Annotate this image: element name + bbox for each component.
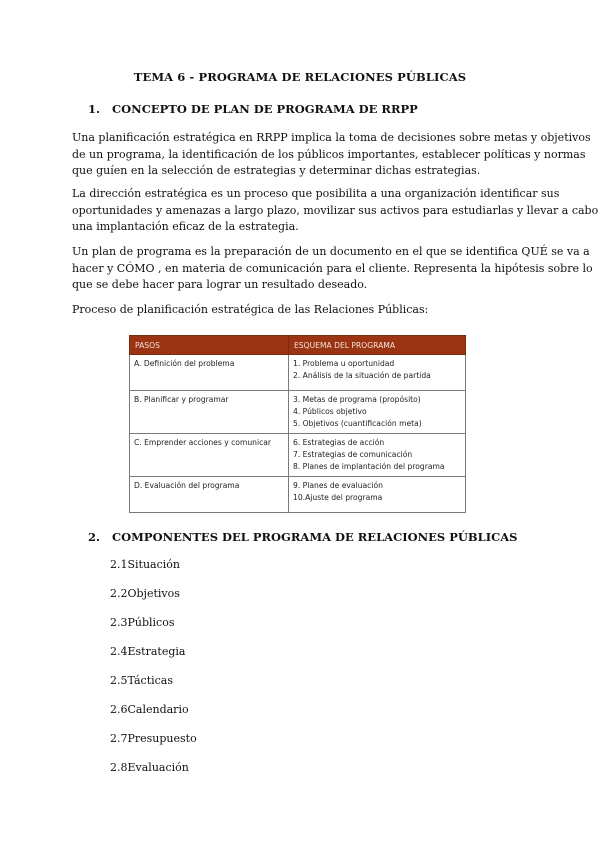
- table-row: [130, 434, 466, 477]
- section-2-title: COMPONENTES DEL PROGRAMA DE RELACIONES PÚBLICAS: [112, 530, 518, 544]
- table-item: 6. Estrategias de acción: [293, 438, 385, 447]
- component-item: 2.3Públicos: [110, 616, 175, 629]
- table-item: 8. Planes de implantación del programa: [293, 462, 445, 471]
- table-item: 9. Planes de evaluación: [293, 481, 383, 490]
- table-row: [130, 355, 466, 391]
- paragraph-line: Una planificación estratégica en RRPP implica la toma de decisiones sobre metas y objetivos: [72, 131, 591, 144]
- table-item: 3. Metas de programa (propósito): [293, 395, 421, 404]
- table-row: [130, 391, 466, 434]
- table-item: 2. Análisis de la situación de partida: [293, 371, 431, 380]
- paragraph-line: La dirección estratégica es un proceso que posibilita a una organización identificar sus: [72, 187, 560, 200]
- table-item: 10.Ajuste del programa: [293, 493, 383, 502]
- table-item: 7. Estrategias de comunicación: [293, 450, 413, 459]
- paragraph-line: hacer y CÓMO , en materia de comunicación para el cliente. Representa la hipótesis sobre lo: [72, 261, 593, 275]
- paragraph-line: de un programa, la identificación de los públicos importantes, establecer políticas y normas: [72, 147, 586, 161]
- table-cell-items: [289, 477, 466, 513]
- table-cell-step: D. Evaluación del programa: [130, 477, 289, 513]
- paragraph-4: [72, 302, 530, 319]
- table-cell-step: A. Definición del problema: [130, 355, 289, 391]
- paragraph-line: una implantación eficaz de la estrategia.: [72, 220, 299, 233]
- table-cell-items: [289, 434, 466, 477]
- table-cell-items: [289, 391, 466, 434]
- table-header-row: [130, 336, 466, 355]
- component-item: 2.1Situación: [110, 558, 180, 571]
- section-2-number: 2.: [88, 530, 101, 544]
- section-2-heading: [88, 530, 517, 544]
- component-item: 2.8Evaluación: [110, 761, 189, 774]
- table-item: 4. Públicos objetivo: [293, 407, 367, 416]
- paragraph-line: oportunidades y amenazas a largo plazo, movilizar sus activos para estudiarlas y llevar a cabo: [72, 203, 599, 217]
- paragraph-line: que se debe hacer para lograr un resultado deseado.: [72, 278, 368, 291]
- table-header-steps: PASOS: [130, 336, 289, 355]
- component-item: 2.5Tácticas: [110, 674, 173, 687]
- component-item: 2.7Presupuesto: [110, 732, 197, 745]
- section-1-title: CONCEPTO DE PLAN DE PROGRAMA DE RRPP: [112, 102, 418, 116]
- section-1-heading: [88, 102, 418, 116]
- table-cell-step: C. Emprender acciones y comunicar: [130, 434, 289, 477]
- table-item: 1. Problema u oportunidad: [293, 359, 395, 368]
- planning-process-table: [129, 335, 466, 513]
- table-item: 5. Objetivos (cuantificación meta): [293, 419, 422, 428]
- paragraph-2: [72, 186, 599, 236]
- component-item: 2.4Estrategia: [110, 645, 186, 658]
- document-title: TEMA 6 - PROGRAMA DE RELACIONES PÚBLICAS: [133, 70, 467, 84]
- component-item: 2.2Objetivos: [110, 587, 180, 600]
- component-item: 2.6Calendario: [110, 703, 189, 716]
- section-1-number: 1.: [88, 102, 101, 116]
- paragraph-1: [72, 130, 591, 180]
- table-row: [130, 477, 466, 513]
- table-cell-step: B. Planificar y programar: [130, 391, 289, 434]
- paragraph-3: [72, 244, 593, 294]
- paragraph-line: que guíen en la selección de estrategias y determinar dichas estrategias.: [72, 164, 481, 177]
- table-cell-items: [289, 355, 466, 391]
- table-header-program: ESQUEMA DEL PROGRAMA: [289, 336, 466, 355]
- paragraph-line: Proceso de planificación estratégica de las Relaciones Públicas:: [72, 303, 429, 316]
- paragraph-line: Un plan de programa es la preparación de un documento en el que se identifica QUÉ se va a: [72, 245, 590, 258]
